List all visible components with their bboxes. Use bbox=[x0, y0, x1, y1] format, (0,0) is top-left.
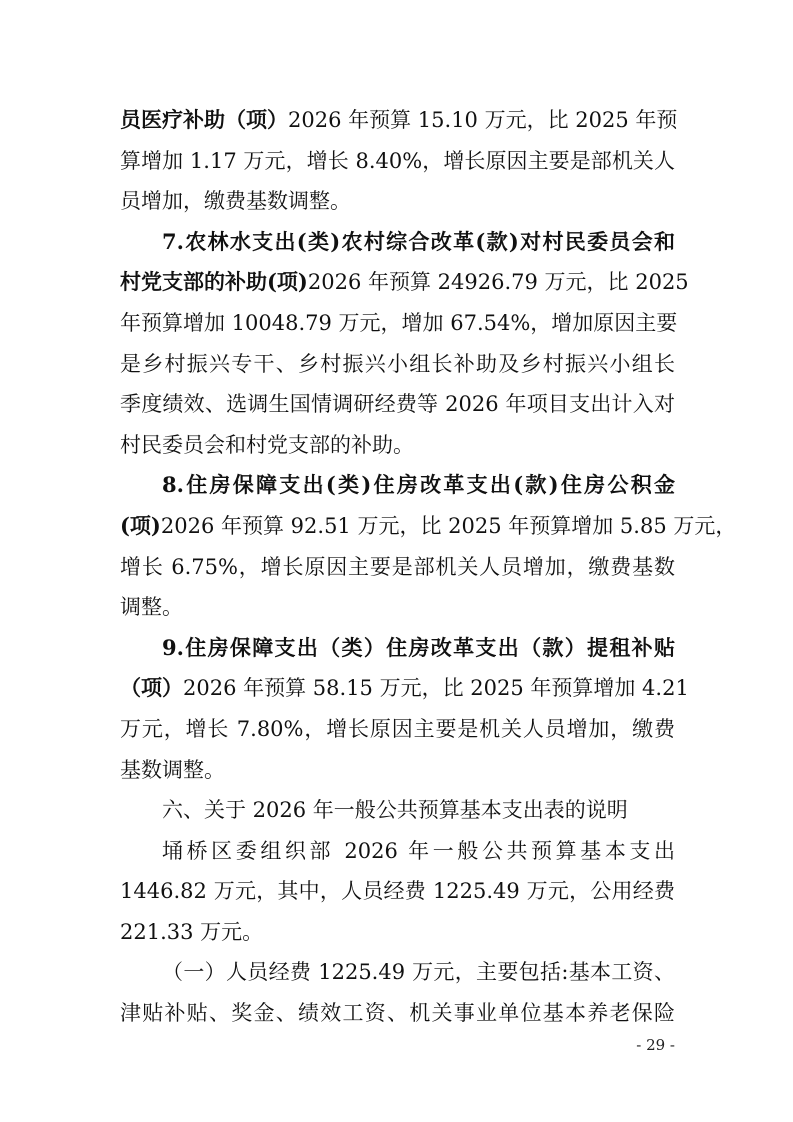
text-line bbox=[120, 912, 675, 953]
text-line bbox=[120, 831, 675, 872]
body-text: 季度绩效、选调生国情调研经费等 2026 年项目支出计入对 bbox=[120, 392, 675, 417]
paragraph-item-8 bbox=[120, 465, 737, 627]
section-heading-6 bbox=[120, 790, 675, 831]
text-line bbox=[120, 709, 675, 750]
heading-text: 六、关于 2026 年一般公共预算基本支出表的说明 bbox=[162, 798, 628, 823]
bold-heading-text: 9.住房保障支出（类）住房改革支出（款）提租补贴 bbox=[162, 634, 675, 660]
text-line bbox=[120, 141, 675, 182]
body-text: 增长 6.75%，增长原因主要是部机关人员增加，缴费基数 bbox=[120, 554, 675, 579]
body-text: 2026 年预算 15.10 万元，比 2025 年预 bbox=[288, 108, 678, 132]
bold-heading-text: 村党支部的补助(项) bbox=[120, 269, 308, 295]
body-text: 年预算增加 10048.79 万元，增加 67.54%，增加原因主要 bbox=[120, 310, 678, 335]
body-text: 1446.82 万元，其中，人员经费 1225.49 万元，公用经费 bbox=[120, 879, 675, 904]
body-text: 员增加，缴费基数调整。 bbox=[120, 189, 351, 214]
bold-heading-text: （项） bbox=[120, 675, 183, 701]
page-number: - 29 - bbox=[636, 1036, 675, 1054]
text-line bbox=[120, 344, 675, 385]
text-line bbox=[120, 952, 675, 993]
document-page bbox=[120, 100, 737, 1034]
text-line bbox=[120, 871, 675, 912]
bold-heading-text: 7.农林水支出(类)农村综合改革(款)对村民委员会和 bbox=[162, 228, 675, 254]
bold-heading-text: 员医疗补助（项） bbox=[120, 107, 288, 132]
text-line bbox=[120, 425, 675, 466]
text-line bbox=[120, 222, 675, 263]
text-line bbox=[120, 993, 675, 1034]
text-line bbox=[120, 547, 675, 588]
text-line bbox=[120, 262, 689, 303]
body-text: 2026 年预算 24926.79 万元，比 2025 bbox=[307, 270, 689, 295]
text-line bbox=[120, 506, 737, 547]
body-text: 村民委员会和村党支部的补助。 bbox=[120, 432, 414, 457]
body-text: 万元，增长 7.80%，增长原因主要是机关人员增加，缴费 bbox=[120, 716, 675, 741]
body-text: 基数调整。 bbox=[120, 757, 225, 782]
text-line bbox=[120, 465, 675, 506]
text-line bbox=[120, 628, 675, 669]
paragraph-personnel-expenses bbox=[120, 952, 675, 1033]
body-text: 算增加 1.17 万元，增长 8.40%，增长原因主要是部机关人 bbox=[120, 148, 675, 173]
body-text: 调整。 bbox=[120, 595, 183, 620]
body-text: 津贴补贴、奖金、绩效工资、机关事业单位基本养老保险 bbox=[120, 1001, 675, 1026]
paragraph-item-7 bbox=[120, 222, 689, 466]
text-line bbox=[120, 303, 678, 344]
text-line bbox=[120, 587, 675, 628]
text-line bbox=[120, 100, 678, 141]
paragraph-medical-subsidy bbox=[120, 100, 678, 222]
text-line bbox=[120, 750, 675, 791]
body-text: （一）人员经费 1225.49 万元，主要包括:基本工资、 bbox=[162, 960, 675, 985]
body-text: 是乡村振兴专干、乡村振兴小组长补助及乡村振兴小组长 bbox=[120, 351, 675, 376]
body-text: 2026 年预算 58.15 万元，比 2025 年预算增加 4.21 bbox=[183, 676, 689, 701]
body-text: 2026 年预算 92.51 万元，比 2025 年预算增加 5.85 万元， bbox=[160, 513, 737, 538]
body-text: 221.33 万元。 bbox=[120, 919, 264, 944]
text-line bbox=[120, 181, 675, 222]
body-text: 埇桥区委组织部 2026 年一般公共预算基本支出 bbox=[162, 838, 675, 863]
paragraph-item-9 bbox=[120, 628, 689, 790]
bold-heading-text: 8.住房保障支出(类)住房改革支出(款)住房公积金 bbox=[162, 472, 675, 498]
paragraph-basic-expenditure bbox=[120, 831, 675, 953]
bold-heading-text: (项) bbox=[120, 512, 161, 538]
text-line bbox=[120, 668, 689, 709]
text-line bbox=[120, 384, 675, 425]
